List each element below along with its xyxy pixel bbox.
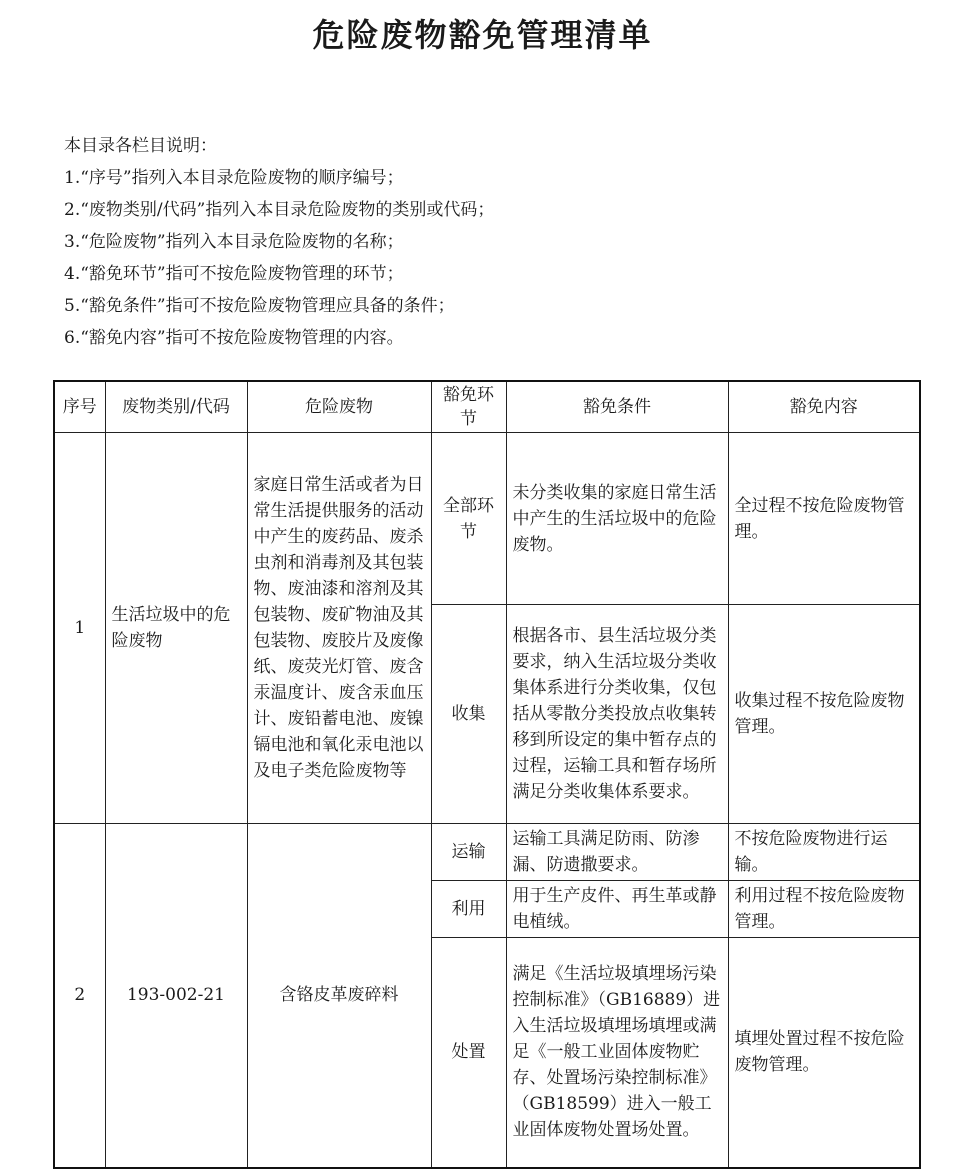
row-content: 利用过程不按危险废物管理。 — [728, 881, 920, 938]
row-condition: 用于生产皮件、再生革或静电植绒。 — [506, 881, 728, 938]
exemption-table — [53, 380, 921, 1169]
row-no: 1 — [54, 433, 105, 824]
row-content: 填埋处置过程不按危险废物管理。 — [728, 938, 920, 1168]
table-header-row — [54, 381, 920, 433]
note-item: 3.“危险废物”指列入本目录危险废物的名称； — [64, 232, 404, 252]
note-item: 4.“豁免环节”指可不按危险废物管理的环节； — [64, 264, 404, 284]
row-no: 2 — [54, 824, 105, 1168]
row-hazard: 家庭日常生活或者为日常生活提供服务的活动中产生的废药品、废杀虫剂和消毒剂及其包装物、废油漆和溶剂及其包装物、废矿物油及其包装物、废胶片及废像纸、废荧光灯管、废含汞温度计、废含汞血压计、废铅蓄电池、废镍镉电池和氧化汞电池以及电子类危险废物等 — [247, 433, 431, 824]
row-hazard: 含铬皮革废碎料 — [247, 824, 431, 1168]
page-title: 危险废物豁免管理清单 — [312, 16, 653, 54]
row-content: 全过程不按危险废物管理。 — [728, 433, 920, 605]
header-hazard: 危险废物 — [247, 381, 431, 433]
note-item: 5.“豁免条件”指可不按危险废物管理应具备的条件； — [64, 296, 455, 316]
header-content: 豁免内容 — [728, 381, 920, 433]
row-category: 193-002-21 — [105, 824, 247, 1168]
row-category: 生活垃圾中的危险废物 — [105, 433, 247, 824]
column-notes — [64, 130, 924, 354]
row-stage: 收集 — [431, 605, 506, 824]
row-condition: 未分类收集的家庭日常生活中产生的生活垃圾中的危险废物。 — [506, 433, 728, 605]
table-row — [54, 824, 920, 881]
row-stage: 运输 — [431, 824, 506, 881]
notes-intro: 本目录各栏目说明： — [64, 136, 217, 156]
table-row — [54, 433, 920, 605]
note-item: 6.“豁免内容”指可不按危险废物管理的内容。 — [64, 328, 404, 348]
note-item: 2.“废物类别/代码”指列入本目录危险废物的类别或代码； — [64, 200, 495, 220]
header-condition: 豁免条件 — [506, 381, 728, 433]
row-stage: 处置 — [431, 938, 506, 1168]
row-content: 不按危险废物进行运输。 — [728, 824, 920, 881]
note-item: 1.“序号”指列入本目录危险废物的顺序编号； — [64, 168, 404, 188]
row-stage: 利用 — [431, 881, 506, 938]
header-stage: 豁免环节 — [431, 381, 506, 433]
row-condition: 满足《生活垃圾填埋场污染控制标准》（GB16889）进入生活垃圾填埋场填埋或满足《一般工业固体废物贮存、处置场污染控制标准》（GB18599）进入一般工业固体废物处置场处置。 — [506, 938, 728, 1168]
row-condition: 运输工具满足防雨、防渗漏、防遗撒要求。 — [506, 824, 728, 881]
row-content: 收集过程不按危险废物管理。 — [728, 605, 920, 824]
header-no: 序号 — [54, 381, 105, 433]
row-condition: 根据各市、县生活垃圾分类要求，纳入生活垃圾分类收集体系进行分类收集，仅包括从零散分类投放点收集转移到所设定的集中暂存点的过程，运输工具和暂存场所满足分类收集体系要求。 — [506, 605, 728, 824]
row-stage: 全部环节 — [431, 433, 506, 605]
header-category: 废物类别/代码 — [105, 381, 247, 433]
